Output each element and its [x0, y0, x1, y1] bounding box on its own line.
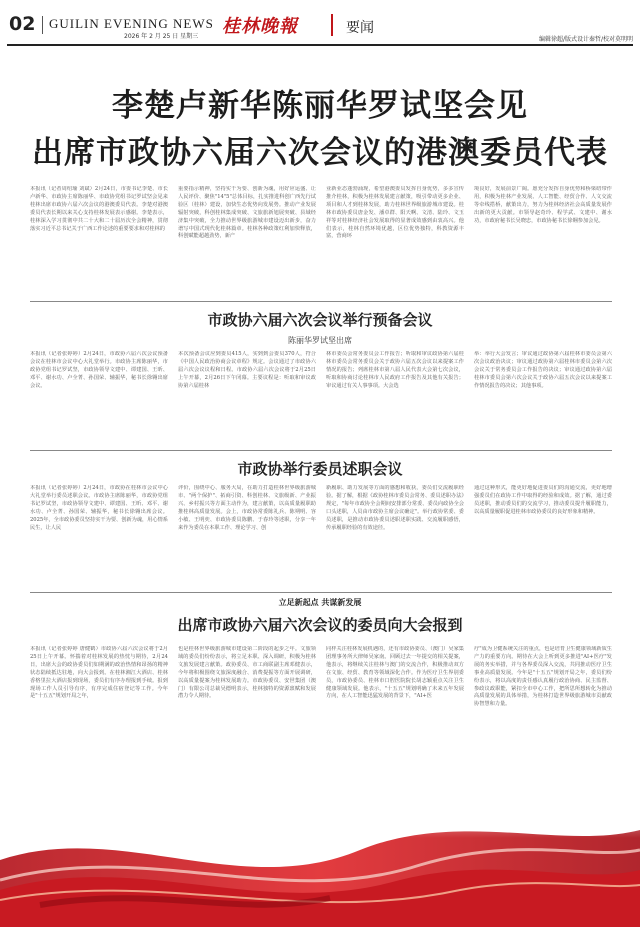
- article-column: 同样关注桂林发展机遇的，还有市政协委员、（澳门）吴家集团理事务所大律师吴家南。回顾过去一年提交的相关提案，他表示，将继续关注桂林与澳门的交流合作，积极推动双方在文旅、经贸、教育等领域深化合作。作为医疗卫生界别委员，市政协委员、桂林市口腔医院院长胡志颖重点关注卫生健康领域发展。他表示，"十五五"规划明确了未来五年发展方向，在人工智能迅猛发展的背景下，"AI+医: [326, 646, 464, 700]
- article-column: 本报讯（记者张婷婷 唐健鹤）市政协六届六次会议将于2月25日上午开幕。怀揣着对桂林发展的热忱与期待，2月24日，出席大会的政协委员们如期满的政治热情和昂扬的精神状态陆续抵达驻地，向大会报到。在桂林湘江大酒店、桂林香格里拉大酒店报到现场，委员们有序办理报到手续。报到现场工作人员引导有序，有序完成住宿登记等工作。今年是"十五五"规划开局之年，: [30, 646, 168, 700]
- section-divider: [30, 592, 612, 593]
- header-rule: [7, 44, 633, 46]
- paper-logo: 桂林晚報: [222, 16, 298, 37]
- article-column: 评价，围绕中心、服务大局，在助力打造桂林世界级旅游城市、"两个保护"、拓商引资、科创桂林、文旅级新、产业振兴、乡村振兴等方面主动作为，建言献策，以高质量履职助推桂林高质量发展。会上，市政协常委陈礼兵、陈朔明、容小敏、王明奕、市政协委员陈鹏、于春玲等述职，分享一年来作为委员在本职工作、理论学习、创: [178, 485, 316, 531]
- article-column: 本次预备会议应到委员415人，实到到会委员370人，符合《中国人民政治协商会议章程》规定。会议通过了市政协六届六次会议议程和日程。市政协六届六次会议将于2月25日上午开幕，2月26日下午闭幕。主要议程是：听取和审议政协第六届桂林: [178, 351, 316, 389]
- logo-divider: [331, 14, 333, 36]
- lead-article-body: [30, 186, 612, 294]
- footer-decoration: [0, 790, 640, 927]
- issue-date: 2026 年 2 月 25 日 星期三: [124, 33, 199, 40]
- story2-subtitle: 陈丽华罗试坚出席: [288, 336, 352, 345]
- article-column: 新履职、助力发展等方面的感想和收获，委员们交流履职经验。据了解，根据《政协桂林市委员会常务、委员述职办法》规定，"每年市政协全会期间安排部分常委、委员向政协全会口头述职，人员由市政协主席会议确定"。举行政协常委、委员述职，是推动市政协委员述职述职实践、交流履职感悟，传承履职经验的有效途径。: [326, 485, 464, 531]
- article-column: 通过这种形式，能更好地促进委员们的沟通交流，更好地增强委员们在政协工作中取得的经验和成效。据了解，通过委员述职，推动委员们的交流学习，推动委员提升履职能力，以高质量履职促进桂林市政协委员的良好形象和精神。: [474, 485, 612, 515]
- article-column: 举：举行大会发言；审议通过政协第六届桂林市委员会第六次会议政治决议；审议通过政协第六届桂林市委员会第六次会议关于常务委员会工作报告的决议；审议通过政协第六届桂林市委员会第六次会议关于政协六届五次会议以来提案工作情况报告的决议；其他事项。: [474, 351, 612, 389]
- lead-headline-line1: 李楚卢新华陈丽华罗试坚会见: [112, 88, 528, 124]
- story4-title: 出席市政协六届六次会议的委员向大会报到: [177, 616, 463, 634]
- page-header: [0, 0, 640, 42]
- story2-title: 市政协六届六次会议举行预备会议: [207, 311, 433, 329]
- article-column: 疗"成为卫健系统关注的重点，也是培育卫生健康领域新质生产力的重要方向。期待在大会上听到更多推进"AI+医疗"发展的务实举措，并与各界委员深入交流，共同推动医疗卫生事业高质量发展。今年是"十五五"规划开局之年，委员们纷纷表示，将以高度的责任感认真履行政治协商、民主监督、参政议政职能，紧扣全市中心工作，把所思所想转化为推动高质量发展的具体举措，为桂林打造世界级旅游城市贡献政协智慧和力量。: [474, 646, 612, 708]
- section-divider: [30, 450, 612, 451]
- article-column: 也是桂林世界级旅游城市建设第二阶段的起步之年。文旅领域的委员们纷纷表示，将立足本职、深入调研，积极为桂林文旅发展建言献策。政协委员、市工商联副主席邓健表示，今年将积极围绕文旅深度融合、消费提振等方面开展调研，以高质量提案为桂林发展助力。市政协委员、安世集团（澳门）有限公司总裁吴德明表示，桂林独特的资源禀赋和发展潜力令人期待。: [178, 646, 316, 700]
- story4-body: [30, 646, 612, 792]
- section-divider: [30, 301, 612, 302]
- article-column: 本报讯（记者周绍瑜 刘斌）2月24日，市委书记李楚、市长卢新华、市政协主席陈丽华、市政协党组书记罗试坚会见来桂林出席市政协六届六次会议的港澳委员代表。李楚对港澳委员代表长期以来关心支持桂林发展表示感谢。李楚表示，桂林深入学习贯彻中共二十大和二十届历次全会精神，贯彻落实习近平总书记关于广西工作论述的重要要求和对桂林的: [30, 186, 168, 232]
- article-column: 重要指示精神，坚持实干为要、创新为魂，用好应运盛、让人民评价、聚焦"14"5"总体目标，扎实推进科创广西先行试验区（桂林）建设，加快生态优势向发展势。推动产业发展辐射突破，科创桂林集成突破、文旅旅新旭展突破、县域经济集中突破，全力推动世界级旅游城市建设迈出新步，奋力谱写中国式现代化桂林篇章。桂林各种政策红利加快释放，科创赋能超越劲势，新产: [178, 186, 316, 240]
- red-silk-banner-graphic: [0, 790, 640, 927]
- story4-kicker: 立足新起点 共谋新发展: [278, 598, 362, 607]
- editor-credits: 编辑徐超/版式设计秦哲/校对莫明明: [538, 36, 633, 43]
- story2-body: [30, 351, 612, 443]
- article-column: 林市委员会常务委员会工作报告；听取和审议政协第六届桂林市委员会常务委员会关于政协六届五次会议以来提案工作情况的报告；列席桂林市第八届人民代表大会第七次会议，听取和协商讨论桂林市人民政府工作报告及其他有关报告；审议通过有关人事事项。大会选: [326, 351, 464, 389]
- article-column: 本报讯（记者张婷婷）2月24日，市政协六届六次会议预备会议在桂林市会议中心大礼堂举行。市政协主席陈丽华，市政协党组书记罗试坚，市政协领导文建中、谭建国、王昕、邓平、谢水功、卢全菁、孙国荣、辅振华，秘书长徐翱出席会议。: [30, 351, 168, 389]
- story3-title: 市政协举行委员述职会议: [237, 460, 403, 478]
- story3-body: [30, 485, 612, 585]
- lead-headline-line2: 出席市政协六届六次会议的港澳委员代表: [32, 135, 608, 171]
- paper-name-english: GUILIN EVENING NEWS: [49, 16, 214, 31]
- article-column: 本报讯（记者张婷婷）2月24日，市政协在桂林市会议中心大礼堂举行委员述职会议。市政协主席陈丽华，市政协党组书记罗试坚，市政协领导文建中、谭建国、王昕、邓平、谢水功、卢全菁、孙国荣、辅振华，秘书长徐翱出席会议。2025年，全市政协委员坚持实干为要、创新为魂，用心情系民生，让人民: [30, 485, 168, 531]
- article-column: 境良好，发展前景广阔。愿充分发挥自身优势和桥梁纽带作用，积极为桂林产业发展、人工智能、经贸合作、人文交流等牵线搭桥，献策出力，努力为桂林经济社会高质量发展作出新的更大贡献。市领导赵奇玲、程学武、文建中、谢水功，市政府秘书长吴晓忠，市政协秘书长徐翱参加会见。: [474, 186, 612, 224]
- page-number: 02: [9, 13, 36, 35]
- section-name: 要闻: [346, 20, 374, 36]
- article-column: 业新业态蓬勃涌现，希望港澳委员发挥自身优势，多多宣传推介桂林，积极为桂林发展建言献策，吸引带动更多企业、项目和人才到桂林发展，助力桂林世界级旅游城市建设。桂林市政协委员唐金发、潘卓群、阳天啊、文清、陆玲、文玉祥等对桂林经济社会发展取得的显著成效感到由衷高兴。他们表示，桂林自然环境优越，区位优势独特，科教资源丰富，营商环: [326, 186, 464, 240]
- header-separator: [42, 16, 43, 34]
